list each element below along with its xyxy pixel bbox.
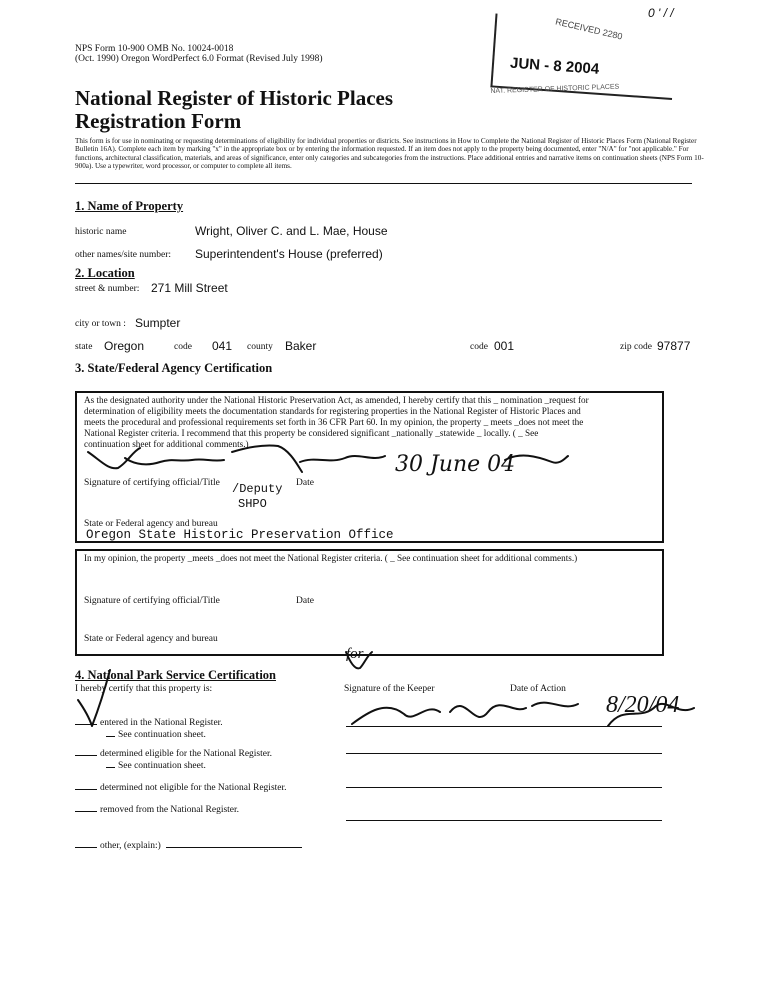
certifying-date-label: Date (296, 478, 314, 488)
option-entered-sub (106, 727, 206, 740)
agency-label: State or Federal agency and bureau (84, 519, 218, 529)
county-value: Baker (285, 339, 317, 353)
historic-name-value: Wright, Oliver C. and L. Mae, House (195, 224, 388, 238)
cert-line4: National Register criteria. I recommend that this property be considered significant _nationally _statewide _ locally. ( _ See (84, 428, 539, 438)
keeper-line-2[interactable] (346, 753, 662, 754)
city-label: city or town : (75, 319, 126, 329)
corner-mark: 0 ' / / (648, 6, 674, 20)
other-explain-line[interactable] (166, 847, 302, 848)
form-revision: (Oct. 1990) Oregon WordPerfect 6.0 Format (Revised July 1998) (75, 54, 323, 64)
option-not-eligible (75, 780, 287, 793)
keeper-label: Signature of the Keeper (344, 684, 435, 694)
cert-line3: meets the procedural and professional requirements set forth in 36 CFR Part 60. In my opinion, the property _ meets _does not meet the (84, 417, 584, 427)
option-removed (75, 802, 239, 815)
instructions-text: This form is for use in nominating or requesting determinations of eligibility for individual properties or districts. See instructions in How to Complete the National Register of Historic Places Form (National Register Bulletin 16A). Complete each item by marking "x" in the appropriate box or by entering the information requested. If an item does not apply to the property being documented, enter "N/A" for "not applicable." For functions, architectural classification, materials, and areas of significance, enter only categories and subcategories from the instructions. Place additional entries and narrative items on continuation sheets (NPS Form 10-900a). Use a typewriter, word processor, or computer to complete all items. (75, 137, 704, 171)
section1-heading: 1. Name of Property (75, 199, 184, 213)
certifying-signature-label-2: Signature of certifying official/Title (84, 596, 220, 606)
stamp-line2: JUN - 8 2004 (509, 54, 600, 78)
sig1-stroke-a (88, 448, 140, 468)
code-value: 041 (212, 339, 233, 353)
zip-value: 97877 (657, 339, 691, 353)
page-subtitle: Registration Form (75, 109, 242, 133)
sig1-stroke-b (125, 458, 224, 464)
section4-heading: 4. National Park Service Certification (75, 668, 276, 682)
state-value: Oregon (104, 339, 145, 353)
city-value: Sumpter (135, 316, 181, 330)
option-other-label: other, (explain:) (100, 841, 161, 851)
option-eligible-label: determined eligible for the National Register. (100, 749, 273, 759)
cert-line1: As the designated authority under the National Historic Preservation Act, as amended, I hereby certify that this _ nomination _request for (84, 395, 589, 405)
sig1-stroke-d (300, 456, 385, 462)
other-names-label: other names/site number: (75, 250, 172, 260)
option-eligible-sub-label: See continuation sheet. (118, 761, 206, 771)
cert-line2: determination of eligibility meets the documentation standards for registering properties in the National Register of Historic Places and (84, 406, 581, 416)
certify-text: I hereby certify that this property is: (75, 684, 213, 694)
state-label: state (75, 342, 93, 352)
section3-heading: 3. State/Federal Agency Certification (75, 361, 273, 375)
certifying-title-value: /Deputy (232, 482, 283, 496)
option-eligible-blank[interactable] (75, 746, 97, 756)
section2-heading: 2. Location (75, 266, 135, 280)
other-names-value: Superintendent's House (preferred) (195, 247, 383, 261)
certifying-title-value2: SHPO (238, 497, 267, 511)
stamp-line1: RECEIVED 2280 (554, 16, 624, 42)
option-entered-sub-label: See continuation sheet. (118, 730, 206, 740)
signature-date-handwritten: 30 June 04 (395, 452, 516, 477)
keeper-line-1[interactable] (346, 726, 662, 727)
action-date-label: Date of Action (510, 684, 566, 694)
option-removed-label: removed from the National Register. (100, 805, 240, 815)
sig2-stroke-c (532, 703, 578, 707)
option-removed-blank[interactable] (75, 802, 97, 812)
keeper-line-3[interactable] (346, 787, 662, 788)
zip-label: zip code (620, 342, 652, 352)
option-entered-label: entered in the National Register. (100, 718, 223, 728)
keeper-line-4[interactable] (346, 820, 662, 821)
sig1-stroke-c (232, 445, 302, 472)
option-other (75, 838, 161, 851)
code2-value: 001 (494, 339, 515, 353)
option-other-blank[interactable] (75, 838, 97, 848)
historic-name-label: historic name (75, 227, 127, 237)
cert-line5: continuation sheet for additional comments.) (84, 439, 249, 449)
option-entered-sub-blank[interactable] (106, 727, 115, 737)
stamp-line3: NAT. REGISTER OF HISTORIC PLACES (490, 83, 620, 96)
code-label: code (174, 342, 192, 352)
certifying-date-label-2: Date (296, 596, 314, 606)
county-label: county (247, 342, 273, 352)
agency-label-2: State or Federal agency and bureau (84, 634, 218, 644)
form-number: NPS Form 10-900 OMB No. 10024-0018 (75, 44, 234, 54)
opinion-text: In my opinion, the property _meets _does not meet the National Register criteria. ( _ See continuation sheet for additional comments.) (84, 553, 578, 563)
option-eligible-sub (106, 758, 206, 771)
agency-value: Oregon State Historic Preservation Office (86, 528, 394, 542)
keeper-for: for (346, 646, 364, 662)
option-entered-blank[interactable] (75, 715, 97, 725)
code2-label: code (470, 342, 488, 352)
page-title: National Register of Historic Places (75, 86, 394, 110)
street-value: 271 Mill Street (151, 281, 228, 295)
option-not-eligible-blank[interactable] (75, 780, 97, 790)
option-not-eligible-label: determined not eligible for the National Register. (100, 783, 287, 793)
street-label: street & number: (75, 284, 140, 294)
option-eligible-sub-blank[interactable] (106, 758, 115, 768)
action-date-handwritten: 8/20/04 (606, 692, 680, 718)
certifying-signature-label: Signature of certifying official/Title (84, 478, 220, 488)
